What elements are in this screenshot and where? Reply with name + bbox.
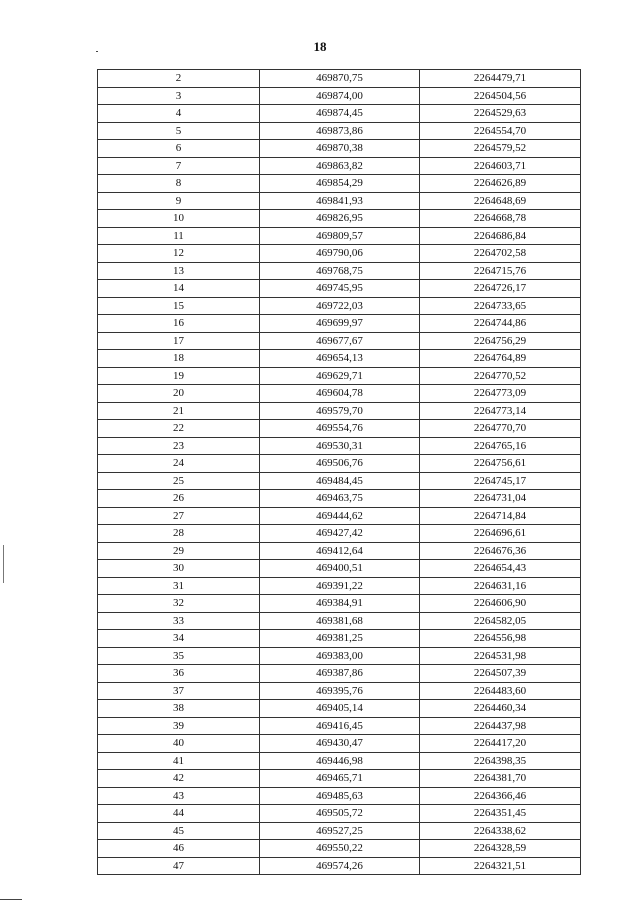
x-coordinate-cell: 469381,68 — [260, 612, 420, 630]
table-row — [98, 420, 581, 438]
table-row — [98, 700, 581, 718]
x-coordinate-cell: 469527,25 — [260, 822, 420, 840]
scan-artifact-bottom — [0, 899, 22, 900]
point-number-cell: 5 — [98, 122, 260, 140]
x-coordinate-cell: 469484,45 — [260, 472, 420, 490]
point-number-cell: 46 — [98, 840, 260, 858]
table-row — [98, 350, 581, 368]
table-row — [98, 577, 581, 595]
y-coordinate-cell: 2264483,60 — [420, 682, 581, 700]
y-coordinate-cell: 2264756,29 — [420, 332, 581, 350]
point-number-cell: 26 — [98, 490, 260, 508]
point-number-cell: 37 — [98, 682, 260, 700]
x-coordinate-cell: 469391,22 — [260, 577, 420, 595]
point-number-cell: 14 — [98, 280, 260, 298]
table-row — [98, 787, 581, 805]
y-coordinate-cell: 2264715,76 — [420, 262, 581, 280]
table-row — [98, 455, 581, 473]
point-number-cell: 35 — [98, 647, 260, 665]
table-row — [98, 105, 581, 123]
y-coordinate-cell: 2264676,36 — [420, 542, 581, 560]
point-number-cell: 29 — [98, 542, 260, 560]
x-coordinate-cell: 469505,72 — [260, 805, 420, 823]
y-coordinate-cell: 2264626,89 — [420, 175, 581, 193]
table-row — [98, 630, 581, 648]
table-row — [98, 87, 581, 105]
y-coordinate-cell: 2264556,98 — [420, 630, 581, 648]
y-coordinate-cell: 2264338,62 — [420, 822, 581, 840]
y-coordinate-cell: 2264366,46 — [420, 787, 581, 805]
y-coordinate-cell: 2264351,45 — [420, 805, 581, 823]
x-coordinate-cell: 469870,38 — [260, 140, 420, 158]
table-row — [98, 682, 581, 700]
point-number-cell: 3 — [98, 87, 260, 105]
point-number-cell: 31 — [98, 577, 260, 595]
x-coordinate-cell: 469444,62 — [260, 507, 420, 525]
point-number-cell: 22 — [98, 420, 260, 438]
table-row — [98, 140, 581, 158]
table-row — [98, 857, 581, 875]
point-number-cell: 6 — [98, 140, 260, 158]
x-coordinate-cell: 469405,14 — [260, 700, 420, 718]
table-row — [98, 175, 581, 193]
y-coordinate-cell: 2264554,70 — [420, 122, 581, 140]
x-coordinate-cell: 469485,63 — [260, 787, 420, 805]
y-coordinate-cell: 2264654,43 — [420, 560, 581, 578]
table-row — [98, 542, 581, 560]
table-row — [98, 367, 581, 385]
y-coordinate-cell: 2264773,14 — [420, 402, 581, 420]
table-row — [98, 70, 581, 88]
point-number-cell: 8 — [98, 175, 260, 193]
y-coordinate-cell: 2264648,69 — [420, 192, 581, 210]
y-coordinate-cell: 2264726,17 — [420, 280, 581, 298]
table-row — [98, 315, 581, 333]
x-coordinate-cell: 469427,42 — [260, 525, 420, 543]
point-number-cell: 27 — [98, 507, 260, 525]
point-number-cell: 39 — [98, 717, 260, 735]
y-coordinate-cell: 2264745,17 — [420, 472, 581, 490]
table-row — [98, 665, 581, 683]
x-coordinate-cell: 469874,00 — [260, 87, 420, 105]
x-coordinate-cell: 469387,86 — [260, 665, 420, 683]
x-coordinate-cell: 469381,25 — [260, 630, 420, 648]
x-coordinate-cell: 469554,76 — [260, 420, 420, 438]
y-coordinate-cell: 2264417,20 — [420, 735, 581, 753]
x-coordinate-cell: 469790,06 — [260, 245, 420, 263]
table-row — [98, 297, 581, 315]
y-coordinate-cell: 2264702,58 — [420, 245, 581, 263]
y-coordinate-cell: 2264764,89 — [420, 350, 581, 368]
y-coordinate-cell: 2264579,52 — [420, 140, 581, 158]
table-row — [98, 385, 581, 403]
point-number-cell: 15 — [98, 297, 260, 315]
point-number-cell: 47 — [98, 857, 260, 875]
table-row — [98, 717, 581, 735]
table-row — [98, 280, 581, 298]
point-number-cell: 20 — [98, 385, 260, 403]
point-number-cell: 7 — [98, 157, 260, 175]
y-coordinate-cell: 2264603,71 — [420, 157, 581, 175]
x-coordinate-cell: 469745,95 — [260, 280, 420, 298]
y-coordinate-cell: 2264529,63 — [420, 105, 581, 123]
x-coordinate-cell: 469574,26 — [260, 857, 420, 875]
y-coordinate-cell: 2264773,09 — [420, 385, 581, 403]
y-coordinate-cell: 2264606,90 — [420, 595, 581, 613]
y-coordinate-cell: 2264744,86 — [420, 315, 581, 333]
x-coordinate-cell: 469506,76 — [260, 455, 420, 473]
point-number-cell: 38 — [98, 700, 260, 718]
table-row — [98, 245, 581, 263]
x-coordinate-cell: 469446,98 — [260, 752, 420, 770]
point-number-cell: 44 — [98, 805, 260, 823]
point-number-cell: 40 — [98, 735, 260, 753]
page-number: 18 — [313, 39, 327, 54]
x-coordinate-cell: 469416,45 — [260, 717, 420, 735]
table-row — [98, 805, 581, 823]
point-number-cell: 36 — [98, 665, 260, 683]
table-row — [98, 472, 581, 490]
x-coordinate-cell: 469826,95 — [260, 210, 420, 228]
y-coordinate-cell: 2264479,71 — [420, 70, 581, 88]
point-number-cell: 17 — [98, 332, 260, 350]
point-number-cell: 34 — [98, 630, 260, 648]
table-row — [98, 612, 581, 630]
table-row — [98, 437, 581, 455]
table-row — [98, 840, 581, 858]
x-coordinate-cell: 469550,22 — [260, 840, 420, 858]
y-coordinate-cell: 2264328,59 — [420, 840, 581, 858]
x-coordinate-cell: 469677,67 — [260, 332, 420, 350]
table-row — [98, 735, 581, 753]
y-coordinate-cell: 2264460,34 — [420, 700, 581, 718]
coordinates-table-body — [98, 70, 581, 875]
x-coordinate-cell: 469530,31 — [260, 437, 420, 455]
point-number-cell: 43 — [98, 787, 260, 805]
table-row — [98, 595, 581, 613]
y-coordinate-cell: 2264398,35 — [420, 752, 581, 770]
point-number-cell: 23 — [98, 437, 260, 455]
table-row — [98, 262, 581, 280]
y-coordinate-cell: 2264504,56 — [420, 87, 581, 105]
x-coordinate-cell: 469863,82 — [260, 157, 420, 175]
point-number-cell: 42 — [98, 770, 260, 788]
x-coordinate-cell: 469430,47 — [260, 735, 420, 753]
y-coordinate-cell: 2264733,65 — [420, 297, 581, 315]
point-number-cell: 24 — [98, 455, 260, 473]
x-coordinate-cell: 469699,97 — [260, 315, 420, 333]
point-number-cell: 28 — [98, 525, 260, 543]
x-coordinate-cell: 469384,91 — [260, 595, 420, 613]
y-coordinate-cell: 2264507,39 — [420, 665, 581, 683]
table-row — [98, 402, 581, 420]
x-coordinate-cell: 469383,00 — [260, 647, 420, 665]
table-row — [98, 490, 581, 508]
point-number-cell: 33 — [98, 612, 260, 630]
table-row — [98, 157, 581, 175]
table-row — [98, 525, 581, 543]
table-row — [98, 332, 581, 350]
x-coordinate-cell: 469768,75 — [260, 262, 420, 280]
point-number-cell: 32 — [98, 595, 260, 613]
point-number-cell: 2 — [98, 70, 260, 88]
y-coordinate-cell: 2264531,98 — [420, 647, 581, 665]
point-number-cell: 12 — [98, 245, 260, 263]
y-coordinate-cell: 2264582,05 — [420, 612, 581, 630]
x-coordinate-cell: 469400,51 — [260, 560, 420, 578]
x-coordinate-cell: 469873,86 — [260, 122, 420, 140]
y-coordinate-cell: 2264686,84 — [420, 227, 581, 245]
y-coordinate-cell: 2264765,16 — [420, 437, 581, 455]
table-row — [98, 770, 581, 788]
x-coordinate-cell: 469854,29 — [260, 175, 420, 193]
x-coordinate-cell: 469412,64 — [260, 542, 420, 560]
point-number-cell: 30 — [98, 560, 260, 578]
table-row — [98, 560, 581, 578]
y-coordinate-cell: 2264714,84 — [420, 507, 581, 525]
table-row — [98, 647, 581, 665]
x-coordinate-cell: 469809,57 — [260, 227, 420, 245]
point-number-cell: 41 — [98, 752, 260, 770]
point-number-cell: 4 — [98, 105, 260, 123]
table-row — [98, 122, 581, 140]
x-coordinate-cell: 469654,13 — [260, 350, 420, 368]
coordinates-table — [97, 69, 581, 875]
y-coordinate-cell: 2264631,16 — [420, 577, 581, 595]
x-coordinate-cell: 469604,78 — [260, 385, 420, 403]
y-coordinate-cell: 2264437,98 — [420, 717, 581, 735]
y-coordinate-cell: 2264321,51 — [420, 857, 581, 875]
scan-artifact-left — [3, 545, 4, 583]
x-coordinate-cell: 469629,71 — [260, 367, 420, 385]
x-coordinate-cell: 469579,70 — [260, 402, 420, 420]
y-coordinate-cell: 2264696,61 — [420, 525, 581, 543]
y-coordinate-cell: 2264756,61 — [420, 455, 581, 473]
x-coordinate-cell: 469841,93 — [260, 192, 420, 210]
table-row — [98, 752, 581, 770]
scan-artifact-top — [96, 51, 98, 52]
x-coordinate-cell: 469874,45 — [260, 105, 420, 123]
x-coordinate-cell: 469722,03 — [260, 297, 420, 315]
point-number-cell: 9 — [98, 192, 260, 210]
y-coordinate-cell: 2264381,70 — [420, 770, 581, 788]
y-coordinate-cell: 2264770,70 — [420, 420, 581, 438]
point-number-cell: 16 — [98, 315, 260, 333]
y-coordinate-cell: 2264770,52 — [420, 367, 581, 385]
table-row — [98, 507, 581, 525]
point-number-cell: 13 — [98, 262, 260, 280]
x-coordinate-cell: 469395,76 — [260, 682, 420, 700]
x-coordinate-cell: 469463,75 — [260, 490, 420, 508]
y-coordinate-cell: 2264668,78 — [420, 210, 581, 228]
table-row — [98, 227, 581, 245]
point-number-cell: 25 — [98, 472, 260, 490]
point-number-cell: 19 — [98, 367, 260, 385]
point-number-cell: 45 — [98, 822, 260, 840]
point-number-cell: 21 — [98, 402, 260, 420]
table-row — [98, 192, 581, 210]
x-coordinate-cell: 469465,71 — [260, 770, 420, 788]
point-number-cell: 10 — [98, 210, 260, 228]
table-row — [98, 210, 581, 228]
y-coordinate-cell: 2264731,04 — [420, 490, 581, 508]
point-number-cell: 18 — [98, 350, 260, 368]
x-coordinate-cell: 469870,75 — [260, 70, 420, 88]
table-row — [98, 822, 581, 840]
point-number-cell: 11 — [98, 227, 260, 245]
